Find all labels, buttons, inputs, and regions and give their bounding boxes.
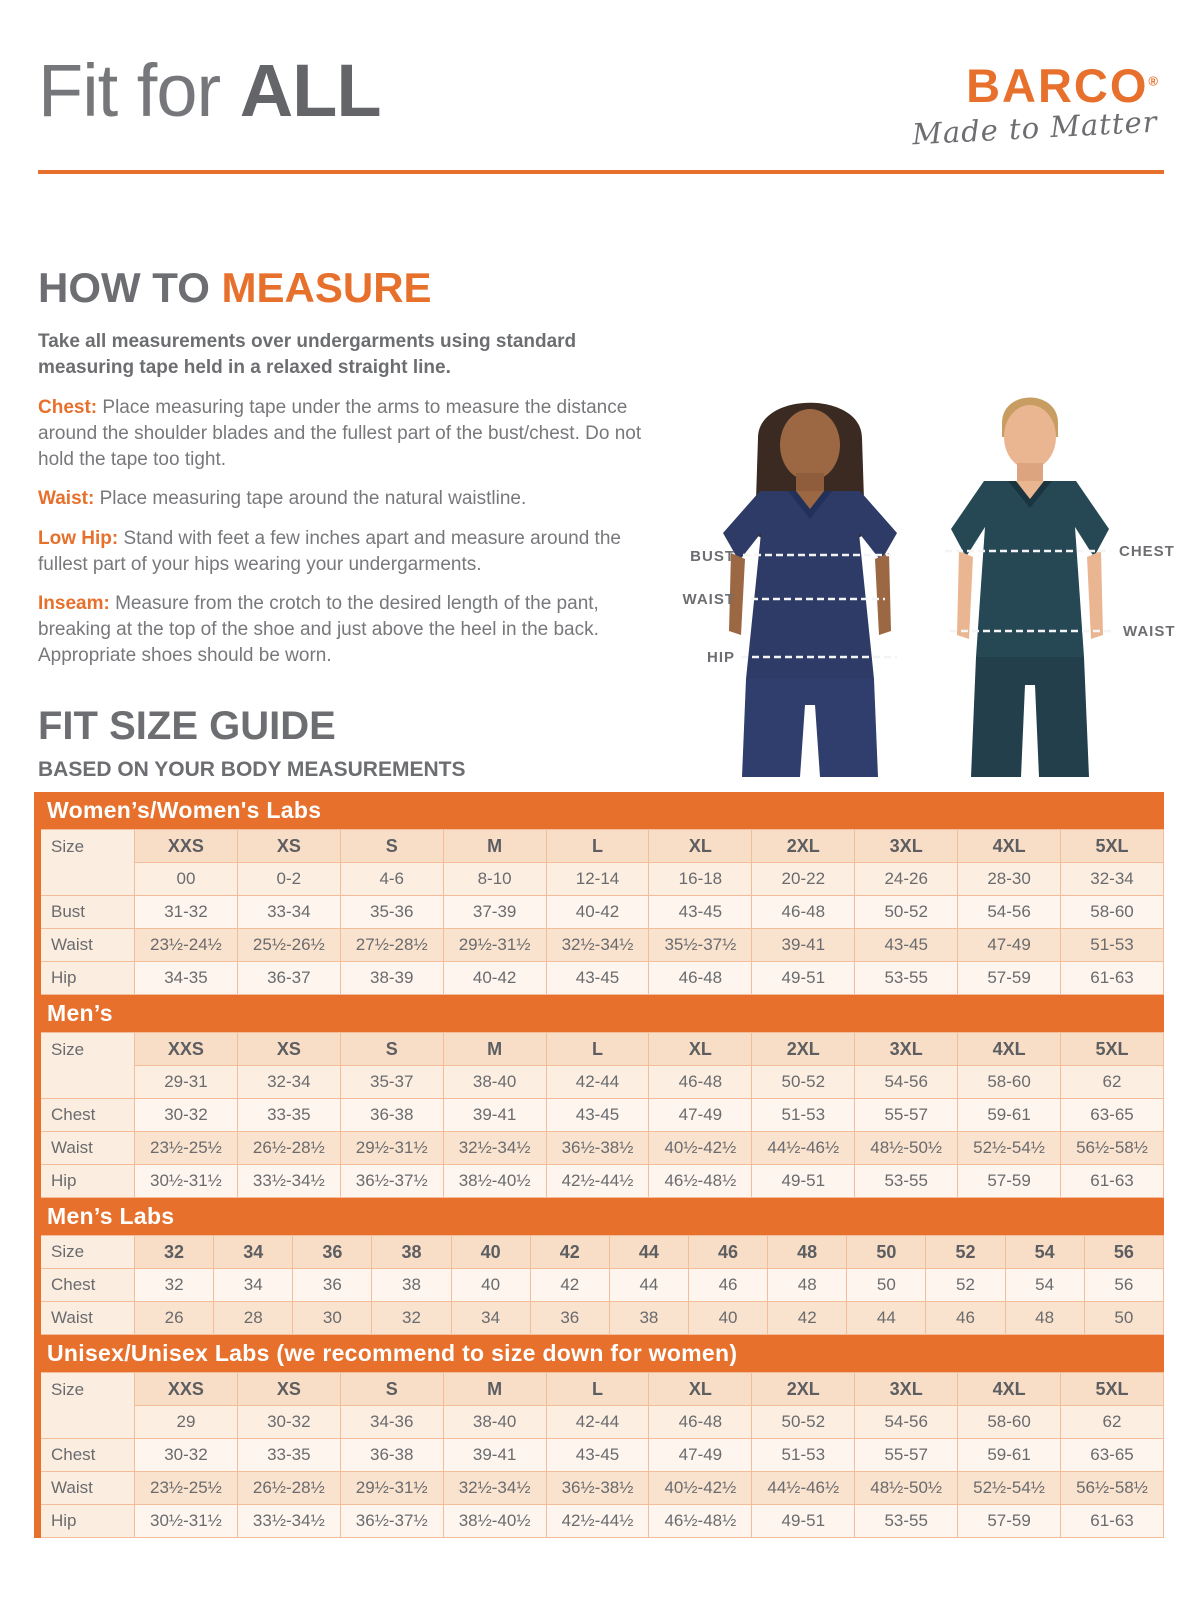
row-label-cell: Chest	[38, 1439, 135, 1472]
chest-label: CHEST	[1119, 543, 1175, 560]
measure-item-label: Inseam:	[38, 593, 110, 615]
measure-item-low-hip	[38, 526, 646, 577]
size-cell: 44	[609, 1236, 688, 1269]
size-cell: 34	[214, 1236, 293, 1269]
numeric-size-cell: 50-52	[752, 1066, 855, 1099]
value-cell: 38	[609, 1302, 688, 1335]
size-cell: XS	[237, 1373, 340, 1406]
numeric-size-cell: 62	[1061, 1406, 1164, 1439]
table-banner: Men’s Labs	[34, 1198, 1164, 1235]
row-label-cell: Waist	[38, 1472, 135, 1505]
measurement-row-hip	[38, 962, 1164, 995]
value-cell: 56	[1084, 1269, 1163, 1302]
value-cell: 36	[293, 1269, 372, 1302]
value-cell: 44	[609, 1269, 688, 1302]
measurement-row-bust	[38, 896, 1164, 929]
value-cell: 61-63	[1061, 962, 1164, 995]
hip-label: HIP	[706, 649, 735, 666]
size-cell: 32	[135, 1236, 214, 1269]
numeric-size-row	[38, 1066, 1164, 1099]
size-cell: 38	[372, 1236, 451, 1269]
size-cell: 52	[926, 1236, 1005, 1269]
value-cell: 57-59	[958, 1165, 1061, 1198]
size-header-row	[38, 1033, 1164, 1066]
size-table-2	[34, 1198, 1164, 1335]
measure-item-label: Low Hip:	[38, 528, 119, 549]
numeric-size-row	[38, 863, 1164, 896]
value-cell: 36-37	[237, 962, 340, 995]
value-cell: 56½-58½	[1061, 1132, 1164, 1165]
models-illustration	[645, 383, 1197, 777]
man-figure	[945, 398, 1115, 778]
value-cell: 50	[1084, 1302, 1163, 1335]
value-cell: 33-35	[237, 1099, 340, 1132]
size-col-header: Size	[38, 1236, 135, 1269]
value-cell: 38-39	[340, 962, 443, 995]
row-label-cell: Bust	[38, 896, 135, 929]
value-cell: 32½-34½	[443, 1132, 546, 1165]
value-cell: 63-65	[1061, 1099, 1164, 1132]
value-cell: 40-42	[546, 896, 649, 929]
value-cell: 47-49	[649, 1099, 752, 1132]
value-cell: 30-32	[135, 1439, 238, 1472]
divider-rule	[38, 170, 1164, 174]
numeric-size-cell: 16-18	[649, 863, 752, 896]
value-cell: 26½-28½	[237, 1472, 340, 1505]
value-cell: 39-41	[443, 1439, 546, 1472]
measurement-row-waist	[38, 929, 1164, 962]
value-cell: 61-63	[1061, 1165, 1164, 1198]
value-cell: 43-45	[546, 1099, 649, 1132]
value-cell: 52	[926, 1269, 1005, 1302]
table-banner: Women’s/Women's Labs	[34, 792, 1164, 829]
size-cell: 54	[1005, 1236, 1084, 1269]
value-cell: 28	[214, 1302, 293, 1335]
value-cell: 63-65	[1061, 1439, 1164, 1472]
value-cell: 35-36	[340, 896, 443, 929]
numeric-size-cell: 58-60	[958, 1066, 1061, 1099]
numeric-size-cell: 30-32	[237, 1406, 340, 1439]
value-cell: 46	[926, 1302, 1005, 1335]
measurement-row-hip	[38, 1165, 1164, 1198]
woman-figure	[723, 403, 897, 777]
table-banner: Unisex/Unisex Labs (we recommend to size down for women)	[34, 1335, 1164, 1372]
value-cell: 23½-24½	[135, 929, 238, 962]
size-cell: 3XL	[855, 1033, 958, 1066]
fit-size-guide-heading: FIT SIZE GUIDE	[38, 704, 336, 749]
size-header-row	[38, 830, 1164, 863]
value-cell: 30½-31½	[135, 1505, 238, 1538]
value-cell: 48½-50½	[855, 1132, 958, 1165]
numeric-size-cell: 29-31	[135, 1066, 238, 1099]
value-cell: 49-51	[752, 1165, 855, 1198]
value-cell: 30	[293, 1302, 372, 1335]
size-table-1	[34, 995, 1164, 1198]
size-cell: 5XL	[1061, 1373, 1164, 1406]
page-title-bold: ALL	[239, 49, 381, 132]
value-cell: 31-32	[135, 896, 238, 929]
size-cell: 4XL	[958, 1033, 1061, 1066]
value-cell: 39-41	[443, 1099, 546, 1132]
row-label-cell: Waist	[38, 1132, 135, 1165]
size-cell: 2XL	[752, 1373, 855, 1406]
value-cell: 49-51	[752, 962, 855, 995]
row-label-cell: Hip	[38, 1505, 135, 1538]
measure-item-chest	[38, 395, 646, 472]
size-table	[34, 1032, 1164, 1198]
value-cell: 46½-48½	[649, 1165, 752, 1198]
size-cell: 50	[847, 1236, 926, 1269]
numeric-size-cell: 32-34	[237, 1066, 340, 1099]
value-cell: 53-55	[855, 1505, 958, 1538]
value-cell: 44½-46½	[752, 1472, 855, 1505]
measurement-row-chest	[38, 1439, 1164, 1472]
value-cell: 30-32	[135, 1099, 238, 1132]
size-cell: S	[340, 1373, 443, 1406]
measure-item-label: Waist:	[38, 488, 95, 510]
value-cell: 36½-37½	[340, 1505, 443, 1538]
numeric-size-cell: 00	[135, 863, 238, 896]
measurement-row-hip	[38, 1505, 1164, 1538]
numeric-size-cell: 58-60	[958, 1406, 1061, 1439]
value-cell: 55-57	[855, 1099, 958, 1132]
value-cell: 51-53	[1061, 929, 1164, 962]
value-cell: 38	[372, 1269, 451, 1302]
numeric-size-cell: 42-44	[546, 1066, 649, 1099]
value-cell: 46	[688, 1269, 767, 1302]
value-cell: 40	[451, 1269, 530, 1302]
size-cell: 3XL	[855, 830, 958, 863]
measure-item-text: Measure from the crotch to the desired length of the pant, breaking at the top of the shoe and just above the heel in the back. Appropriate shoes should be worn.	[38, 593, 599, 666]
value-cell: 53-55	[855, 962, 958, 995]
size-cell: XL	[649, 1373, 752, 1406]
size-cell: M	[443, 1033, 546, 1066]
numeric-size-cell: 32-34	[1061, 863, 1164, 896]
brand-logo	[911, 59, 1159, 152]
value-cell: 39-41	[752, 929, 855, 962]
size-header-row	[38, 1236, 1164, 1269]
value-cell: 33½-34½	[237, 1505, 340, 1538]
value-cell: 44	[847, 1302, 926, 1335]
value-cell: 29½-31½	[340, 1472, 443, 1505]
row-label-cell: Chest	[38, 1099, 135, 1132]
size-cell: XL	[649, 830, 752, 863]
value-cell: 37-39	[443, 896, 546, 929]
size-cell: XXS	[135, 830, 238, 863]
value-cell: 40½-42½	[649, 1472, 752, 1505]
size-cell: M	[443, 1373, 546, 1406]
value-cell: 43-45	[855, 929, 958, 962]
page-title-regular: Fit for	[38, 49, 240, 132]
value-cell: 57-59	[958, 962, 1061, 995]
size-cell: 5XL	[1061, 830, 1164, 863]
size-cell: XL	[649, 1033, 752, 1066]
value-cell: 36-38	[340, 1099, 443, 1132]
size-cell: 3XL	[855, 1373, 958, 1406]
table-banner: Men’s	[34, 995, 1164, 1032]
value-cell: 54	[1005, 1269, 1084, 1302]
value-cell: 32	[372, 1302, 451, 1335]
size-col-header: Size	[38, 1033, 135, 1099]
value-cell: 48	[1005, 1302, 1084, 1335]
size-header-row	[38, 1373, 1164, 1406]
value-cell: 36	[530, 1302, 609, 1335]
value-cell: 46-48	[752, 896, 855, 929]
value-cell: 42½-44½	[546, 1505, 649, 1538]
value-cell: 43-45	[649, 896, 752, 929]
measurement-row-waist	[38, 1132, 1164, 1165]
value-cell: 42	[768, 1302, 847, 1335]
value-cell: 42½-44½	[546, 1165, 649, 1198]
size-cell: 48	[768, 1236, 847, 1269]
numeric-size-cell: 4-6	[340, 863, 443, 896]
numeric-size-row	[38, 1406, 1164, 1439]
measure-item-inseam	[38, 591, 646, 668]
value-cell: 23½-25½	[135, 1472, 238, 1505]
fit-size-guide-section	[34, 704, 1166, 1538]
size-col-header: Size	[38, 830, 135, 896]
size-cell: XS	[237, 1033, 340, 1066]
value-cell: 23½-25½	[135, 1132, 238, 1165]
value-cell: 26	[135, 1302, 214, 1335]
value-cell: 44½-46½	[752, 1132, 855, 1165]
size-cell: S	[340, 830, 443, 863]
size-guide-tables	[34, 792, 1166, 1538]
measure-intro: Take all measurements over undergarments using standard measuring tape held in a relaxed straight line.	[38, 331, 577, 379]
waist-right-label: WAIST	[1123, 623, 1176, 640]
waist-left-label: WAIST	[682, 591, 735, 608]
value-cell: 59-61	[958, 1099, 1061, 1132]
size-table-3	[34, 1335, 1164, 1538]
size-table	[34, 829, 1164, 995]
size-cell: XXS	[135, 1033, 238, 1066]
size-cell: 2XL	[752, 1033, 855, 1066]
how-to-measure-heading	[38, 264, 646, 312]
size-cell: L	[546, 1373, 649, 1406]
numeric-size-cell: 28-30	[958, 863, 1061, 896]
row-label-cell: Hip	[38, 1165, 135, 1198]
value-cell: 59-61	[958, 1439, 1061, 1472]
value-cell: 53-55	[855, 1165, 958, 1198]
value-cell: 43-45	[546, 1439, 649, 1472]
size-cell: L	[546, 830, 649, 863]
numeric-size-cell: 46-48	[649, 1406, 752, 1439]
size-cell: 4XL	[958, 830, 1061, 863]
value-cell: 46-48	[649, 962, 752, 995]
value-cell: 43-45	[546, 962, 649, 995]
size-guide-subheading: BASED ON YOUR BODY MEASUREMENTS	[38, 758, 466, 782]
value-cell: 34	[214, 1269, 293, 1302]
numeric-size-cell: 38-40	[443, 1406, 546, 1439]
value-cell: 32	[135, 1269, 214, 1302]
numeric-size-cell: 38-40	[443, 1066, 546, 1099]
numeric-size-cell: 54-56	[855, 1406, 958, 1439]
measurement-row-chest	[38, 1269, 1164, 1302]
row-label-cell: Chest	[38, 1269, 135, 1302]
numeric-size-cell: 29	[135, 1406, 238, 1439]
measurement-row-chest	[38, 1099, 1164, 1132]
value-cell: 54-56	[958, 896, 1061, 929]
size-cell: XS	[237, 830, 340, 863]
value-cell: 46½-48½	[649, 1505, 752, 1538]
value-cell: 52½-54½	[958, 1472, 1061, 1505]
value-cell: 47-49	[958, 929, 1061, 962]
numeric-size-cell: 35-37	[340, 1066, 443, 1099]
value-cell: 47-49	[649, 1439, 752, 1472]
measure-item-text: Place measuring tape around the natural waistline.	[94, 488, 527, 510]
value-cell: 27½-28½	[340, 929, 443, 962]
models-figure	[645, 383, 1197, 777]
numeric-size-cell: 34-36	[340, 1406, 443, 1439]
row-label-cell: Waist	[38, 929, 135, 962]
value-cell: 48	[768, 1269, 847, 1302]
value-cell: 33-35	[237, 1439, 340, 1472]
heading-orange-part: MEASURE	[221, 264, 432, 311]
value-cell: 32½-34½	[443, 1472, 546, 1505]
size-cell: 46	[688, 1236, 767, 1269]
measurement-row-waist	[38, 1302, 1164, 1335]
size-table-0	[34, 792, 1164, 995]
value-cell: 49-51	[752, 1505, 855, 1538]
size-cell: 4XL	[958, 1373, 1061, 1406]
measure-item-waist	[38, 486, 646, 512]
value-cell: 51-53	[752, 1439, 855, 1472]
size-cell: L	[546, 1033, 649, 1066]
numeric-size-cell: 42-44	[546, 1406, 649, 1439]
numeric-size-cell: 20-22	[752, 863, 855, 896]
measure-item-text: Place measuring tape under the arms to measure the distance around the shoulder blades and the fullest part of the bust/chest. Do not hold the tape too tight.	[38, 397, 642, 470]
numeric-size-cell: 62	[1061, 1066, 1164, 1099]
numeric-size-cell: 46-48	[649, 1066, 752, 1099]
value-cell: 26½-28½	[237, 1132, 340, 1165]
value-cell: 32½-34½	[546, 929, 649, 962]
value-cell: 40	[688, 1302, 767, 1335]
value-cell: 58-60	[1061, 896, 1164, 929]
size-table	[34, 1235, 1164, 1335]
value-cell: 33½-34½	[237, 1165, 340, 1198]
size-cell: 42	[530, 1236, 609, 1269]
value-cell: 33-34	[237, 896, 340, 929]
numeric-size-cell: 0-2	[237, 863, 340, 896]
size-cell: 5XL	[1061, 1033, 1164, 1066]
value-cell: 50-52	[855, 896, 958, 929]
value-cell: 36½-37½	[340, 1165, 443, 1198]
size-col-header: Size	[38, 1373, 135, 1439]
numeric-size-cell: 12-14	[546, 863, 649, 896]
measure-item-text: Stand with feet a few inches apart and measure around the fullest part of your hips wearing your undergarments.	[38, 528, 621, 575]
numeric-size-cell: 54-56	[855, 1066, 958, 1099]
value-cell: 51-53	[752, 1099, 855, 1132]
value-cell: 50	[847, 1269, 926, 1302]
size-cell: 36	[293, 1236, 372, 1269]
value-cell: 25½-26½	[237, 929, 340, 962]
row-label-cell: Waist	[38, 1302, 135, 1335]
numeric-size-cell: 50-52	[752, 1406, 855, 1439]
heading-gray-part: HOW TO	[38, 264, 222, 311]
value-cell: 38½-40½	[443, 1505, 546, 1538]
measurement-row-waist	[38, 1472, 1164, 1505]
header	[38, 49, 1164, 160]
value-cell: 40-42	[443, 962, 546, 995]
value-cell: 38½-40½	[443, 1165, 546, 1198]
value-cell: 29½-31½	[443, 929, 546, 962]
size-cell: XXS	[135, 1373, 238, 1406]
size-table	[34, 1372, 1164, 1538]
value-cell: 35½-37½	[649, 929, 752, 962]
how-to-measure-section	[38, 264, 646, 668]
value-cell: 30½-31½	[135, 1165, 238, 1198]
size-cell: M	[443, 830, 546, 863]
registered-mark-icon: ®	[1148, 73, 1158, 89]
value-cell: 36½-38½	[546, 1132, 649, 1165]
size-cell: S	[340, 1033, 443, 1066]
value-cell: 36½-38½	[546, 1472, 649, 1505]
value-cell: 40½-42½	[649, 1132, 752, 1165]
bust-label: BUST	[690, 548, 735, 565]
value-cell: 57-59	[958, 1505, 1061, 1538]
measure-item-label: Chest:	[38, 397, 98, 419]
value-cell: 48½-50½	[855, 1472, 958, 1505]
brand-name: BARCO®	[966, 59, 1158, 112]
size-cell: 56	[1084, 1236, 1163, 1269]
size-cell: 2XL	[752, 830, 855, 863]
value-cell: 55-57	[855, 1439, 958, 1472]
value-cell: 61-63	[1061, 1505, 1164, 1538]
size-cell: 40	[451, 1236, 530, 1269]
value-cell: 52½-54½	[958, 1132, 1061, 1165]
numeric-size-cell: 8-10	[443, 863, 546, 896]
value-cell: 29½-31½	[340, 1132, 443, 1165]
value-cell: 56½-58½	[1061, 1472, 1164, 1505]
value-cell: 36-38	[340, 1439, 443, 1472]
value-cell: 34-35	[135, 962, 238, 995]
brand-tagline: Made to Matter	[911, 104, 1159, 152]
value-cell: 42	[530, 1269, 609, 1302]
numeric-size-cell: 24-26	[855, 863, 958, 896]
row-label-cell: Hip	[38, 962, 135, 995]
value-cell: 34	[451, 1302, 530, 1335]
